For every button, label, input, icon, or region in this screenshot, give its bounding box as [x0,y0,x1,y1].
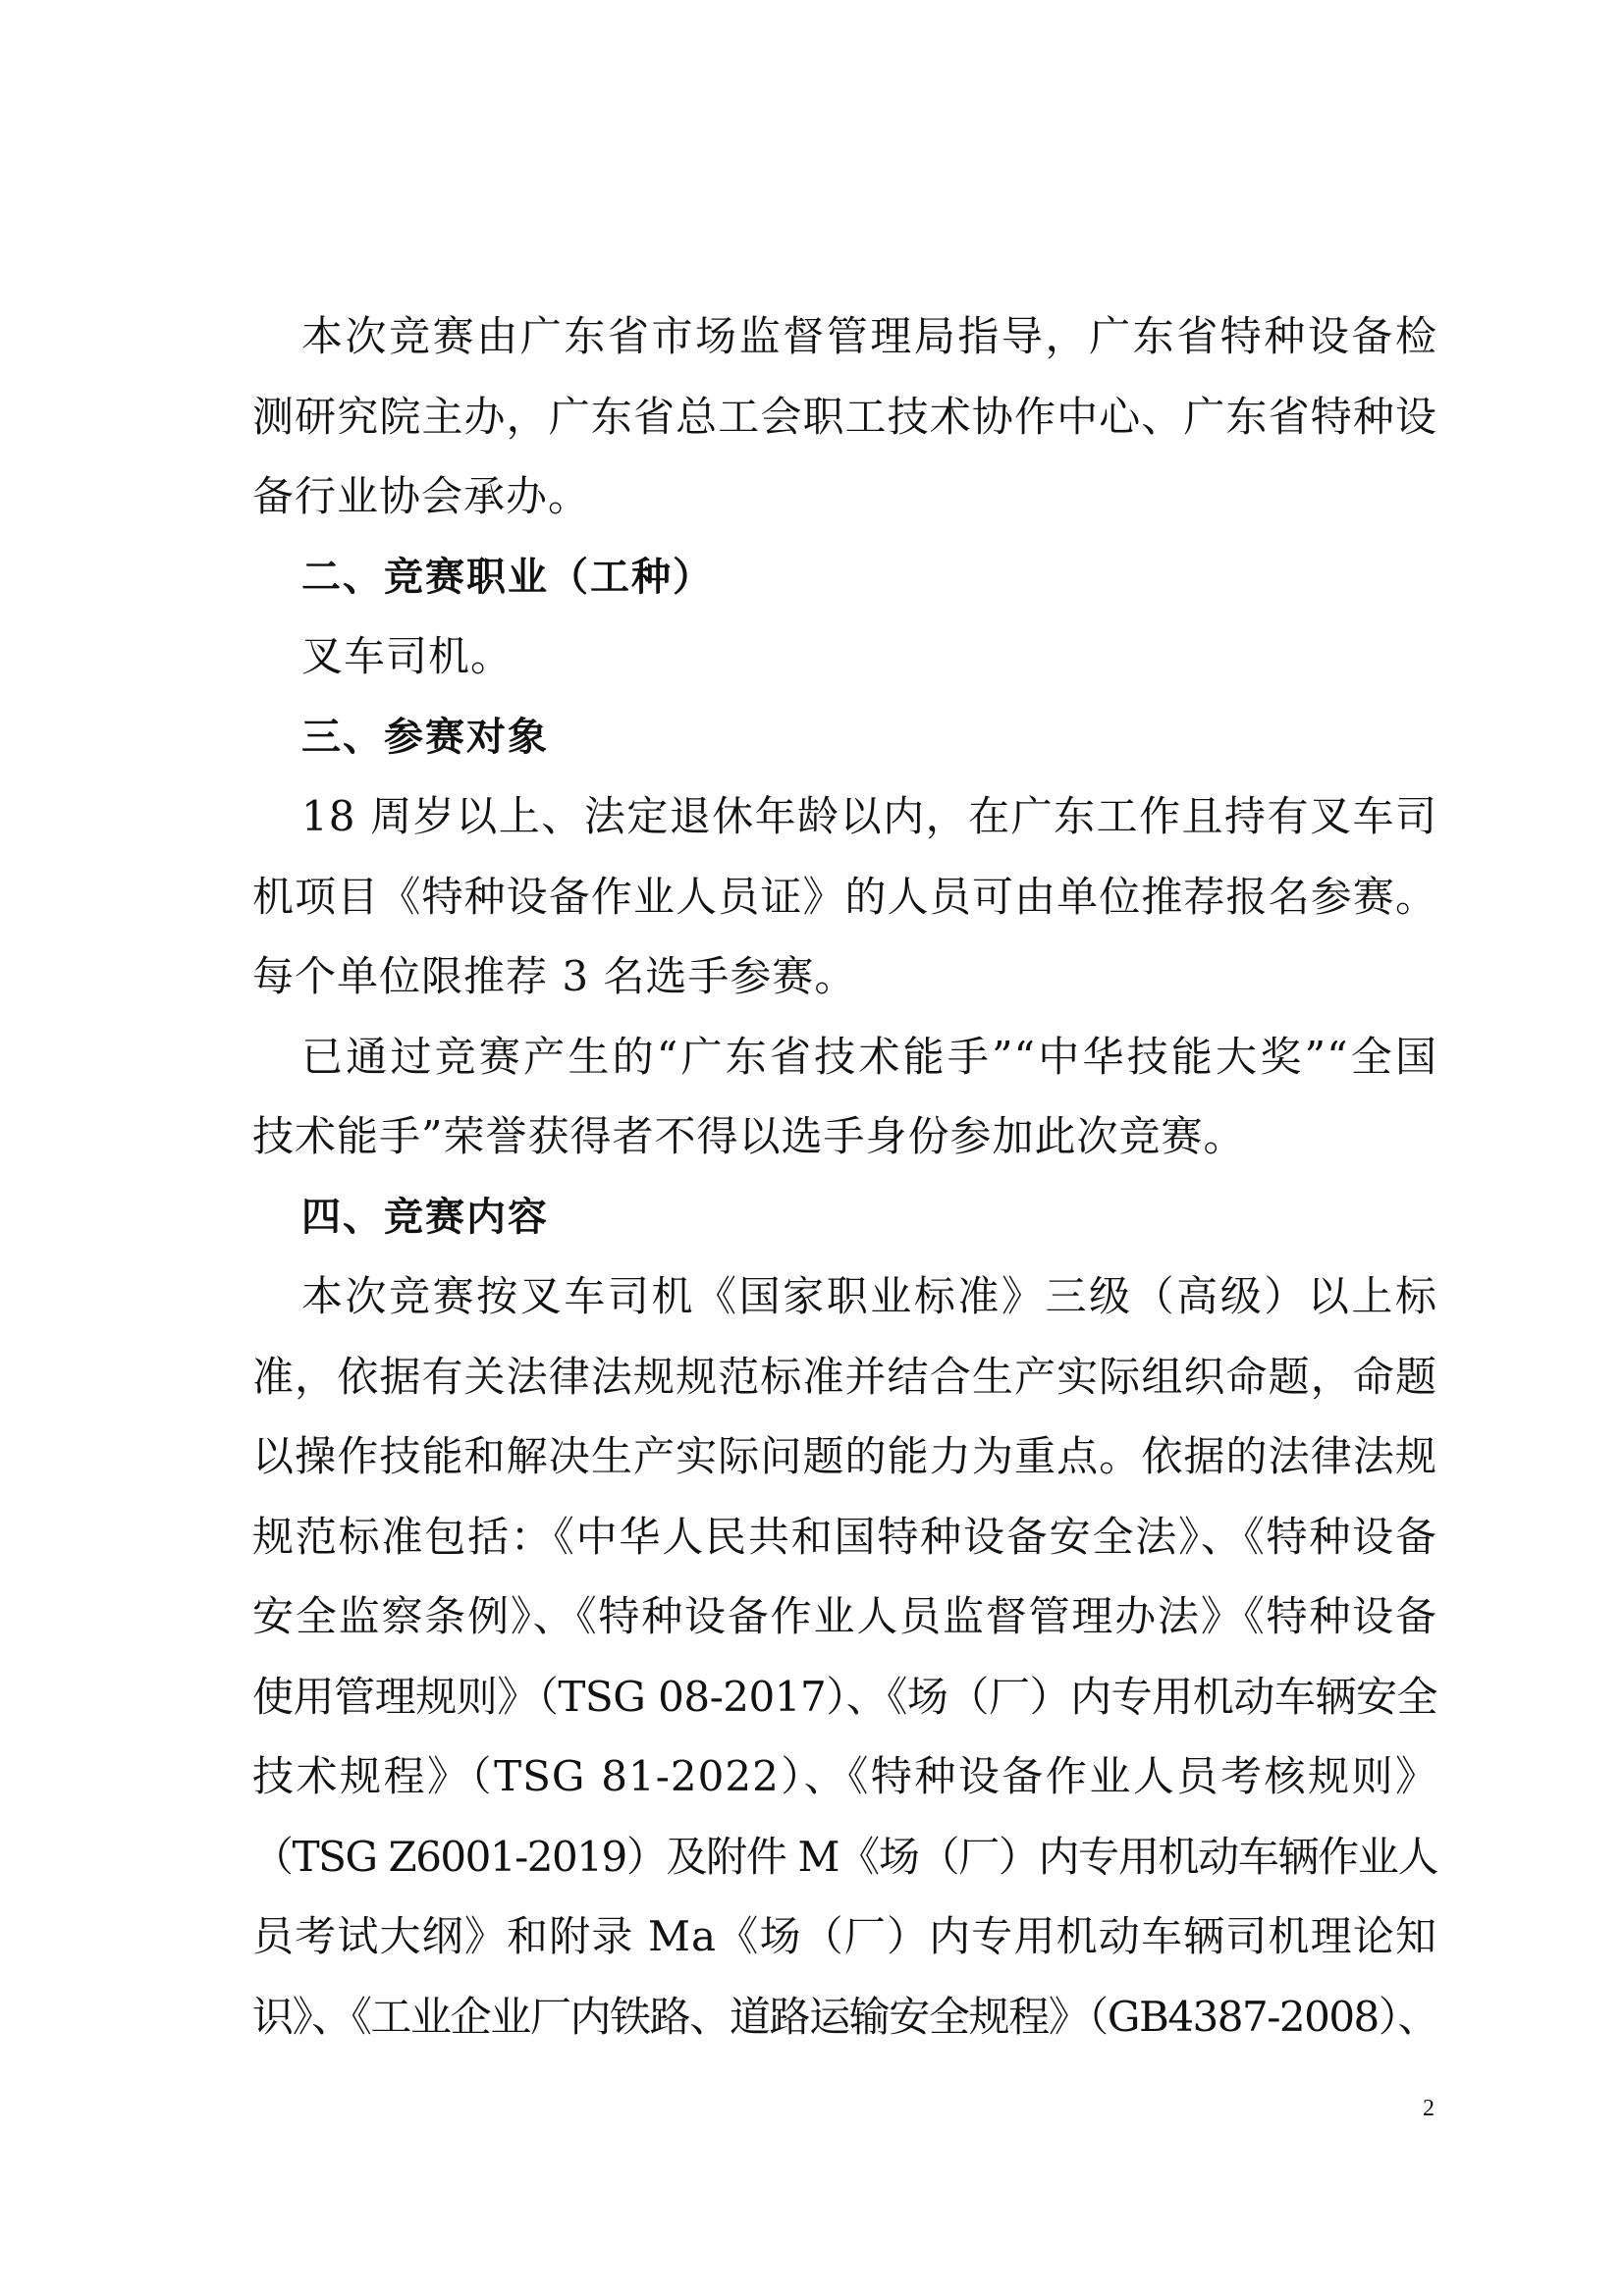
paragraph-line: 已通过竞赛产生的“广东省技术能手”“中华技能大奖”“全国 [301,1032,1437,1081]
paragraph-line: 识》、《工业企业厂内铁路、道路运输安全规程》（GB4387-2008）、 [252,1992,1437,2041]
section-heading: 四、竞赛内容 [301,1194,549,1240]
paragraph-line: 技术能手”荣誉获得者不得以选手身份参加此次竞赛。 [252,1112,1246,1160]
paragraph-line: 每个单位限推荐 3 名选手参赛。 [252,952,857,1000]
paragraph-line: 测研究院主办，广东省总工会职工技术协作中心、广东省特种设 [252,392,1437,441]
paragraph-line: （TSG Z6001-2019）及附件 M《场（厂）内专用机动车辆作业人 [252,1832,1437,1881]
paragraph-line: 规范标准包括：《中华人民共和国特种设备安全法》、《特种设备 [252,1512,1437,1561]
paragraph-line: 员考试大纲》和附录 Ma《场（厂）内专用机动车辆司机理论知 [252,1912,1437,1960]
paragraph-line: 使用管理规则》（TSG 08-2017）、《场（厂）内专用机动车辆安全 [252,1672,1437,1721]
paragraph-line: 18 周岁以上、法定退休年龄以内，在广东工作且持有叉车司 [301,792,1437,840]
paragraph-line: 机项目《特种设备作业人员证》的人员可由单位推荐报名参赛。 [252,872,1437,921]
paragraph-line: 技术规程》（TSG 81-2022）、《特种设备作业人员考核规则》 [252,1752,1437,1800]
paragraph-line: 以操作技能和解决生产实际问题的能力为重点。依据的法律法规 [252,1432,1437,1480]
paragraph-line: 备行业协会承办。 [252,472,591,520]
paragraph-line: 本次竞赛由广东省市场监督管理局指导，广东省特种设备检 [301,312,1437,360]
paragraph-line: 准，依据有关法律法规规范标准并结合生产实际组织命题，命题 [252,1352,1437,1401]
paragraph-line: 叉车司机。 [301,632,514,680]
paragraph-line: 安全监察条例》、《特种设备作业人员监督管理办法》《特种设备 [252,1592,1437,1640]
paragraph-line: 本次竞赛按叉车司机《国家职业标准》三级（高级）以上标 [301,1272,1437,1320]
section-heading: 三、参赛对象 [301,714,549,760]
page-number: 2 [1423,2096,1435,2121]
section-heading: 二、竞赛职业（工种） [301,554,714,600]
